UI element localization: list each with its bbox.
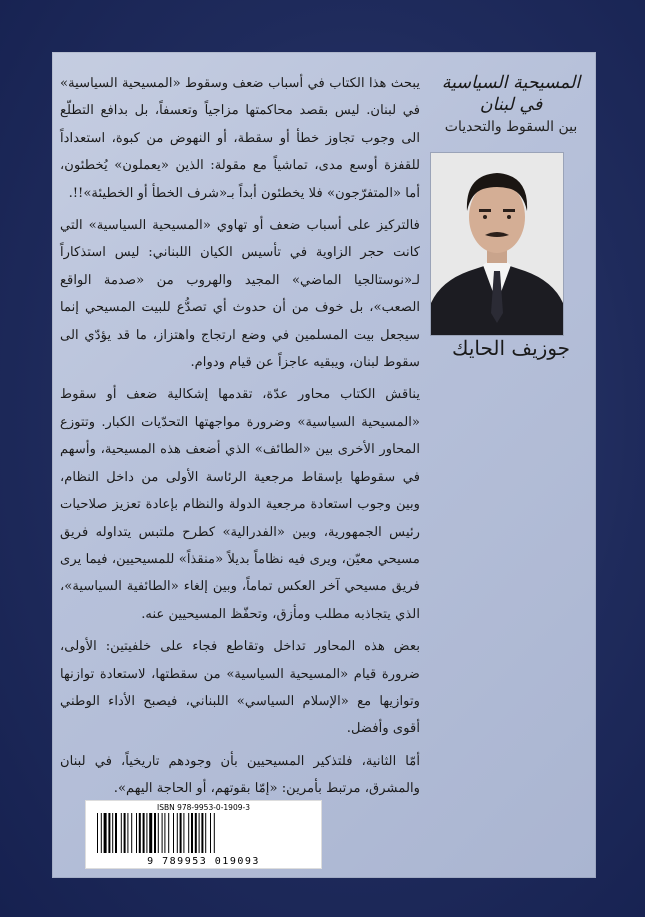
blurb-paragraph-4: بعض هذه المحاور تداخل وتقاطع فجاء على خلفيتين: الأولى، ضرورة قيام «المسيحية السياسية» من سقطتها، لاستعادة توازنها وتوازيها مع «الإسلام السياسي» اللبناني، فيصبح الأداء الوطني أقوى وأفضل. xyxy=(60,639,420,737)
book-title: المسيحية السياسية في لبنان xyxy=(441,73,581,115)
isbn-label: ISBN 978-9953-0-1909-3 xyxy=(157,803,250,812)
book-subtitle: بين السقوط والتحديات xyxy=(444,119,578,135)
blurb-paragraph-3: يناقش الكتاب محاور عدّة، تقدمها إشكالية ضعف أو سقوط «المسيحية السياسية» وضرورة مواجهتها التحدّيات الكبار. وتتوزع المحاور الأخرى بين «الطائف» الذي أضعف هذه المسيحية، وأسهم في سقوطها بإسقاط مرجعية الرئاسة الأولى من داخل النظام، وبين وجوب استعادة مرجعية الدولة والنظام بإعادة تعزيز صلاحيات رئيس الجمهورية، وبين «الفدرالية» كطرح ملتبس يتداوله فريق مسيحي معيّن، ويرى فيه نظاماً بديلاً «منقذاً» للمسيحيين، فيما يرى فريق مسيحي آخر العكس تماماً، وبين إلغاء «الطائفية السياسية»، الذي يتجاذبه مطلب ومأزق، وتحفّظ المسيحيين عنه. xyxy=(60,387,420,622)
barcode xyxy=(85,800,322,869)
author-photo xyxy=(430,152,564,336)
barcode-number: 9 789953 019093 xyxy=(147,856,260,867)
author-name: جوزيف الحايك xyxy=(451,336,571,360)
blurb-text xyxy=(60,70,420,808)
title-block xyxy=(430,72,592,136)
blurb-paragraph-2: فالتركيز على أسباب ضعف أو تهاوي «المسيحية السياسية» التي كانت حجر الزاوية في تأسيس الكيان اللبناني: ليس استذكاراً لـ«نوستالجيا الماضي» المجيد والهروب من «صدمة الواقع الصعب»، بل خوف من أن حدوث أي تصدُّع للبيت المسيحي إنما سيجعل بيت المسلمين في وضع ارتجاج واهتزاز، ما قد يؤدّي الى سقوط لبنان، ويبقيه عاجزاً عن قيام ودوام. xyxy=(60,218,420,371)
blurb-paragraph-1: يبحث هذا الكتاب في أسباب ضعف وسقوط «المسيحية السياسية» في لبنان. ليس بقصد محاكمتها مزاجياً وتعسفاً، بل بدافع التطلّع الى وجوب تجاوز خطأ أو سقطة، أو النهوض من كبوة، استعداداً للقفزة أوسع مدى، تماشياً مع مقولة: الذين «يعملون» يُخطئون، أما «المتفرّجون» فلا يخطئون أبداً بـ«شرف الخطأ أو الخطيئة»!!. xyxy=(60,76,420,201)
blurb-paragraph-5: أمّا الثانية، فلتذكير المسيحيين بأن وجودهم تاريخياً، في لبنان والمشرق، مرتبط بأمرين: «إمّا بقوتهم، أو الحاجة اليهم». xyxy=(60,753,420,797)
author-portrait-image xyxy=(431,153,563,335)
barcode-bars xyxy=(93,813,313,853)
